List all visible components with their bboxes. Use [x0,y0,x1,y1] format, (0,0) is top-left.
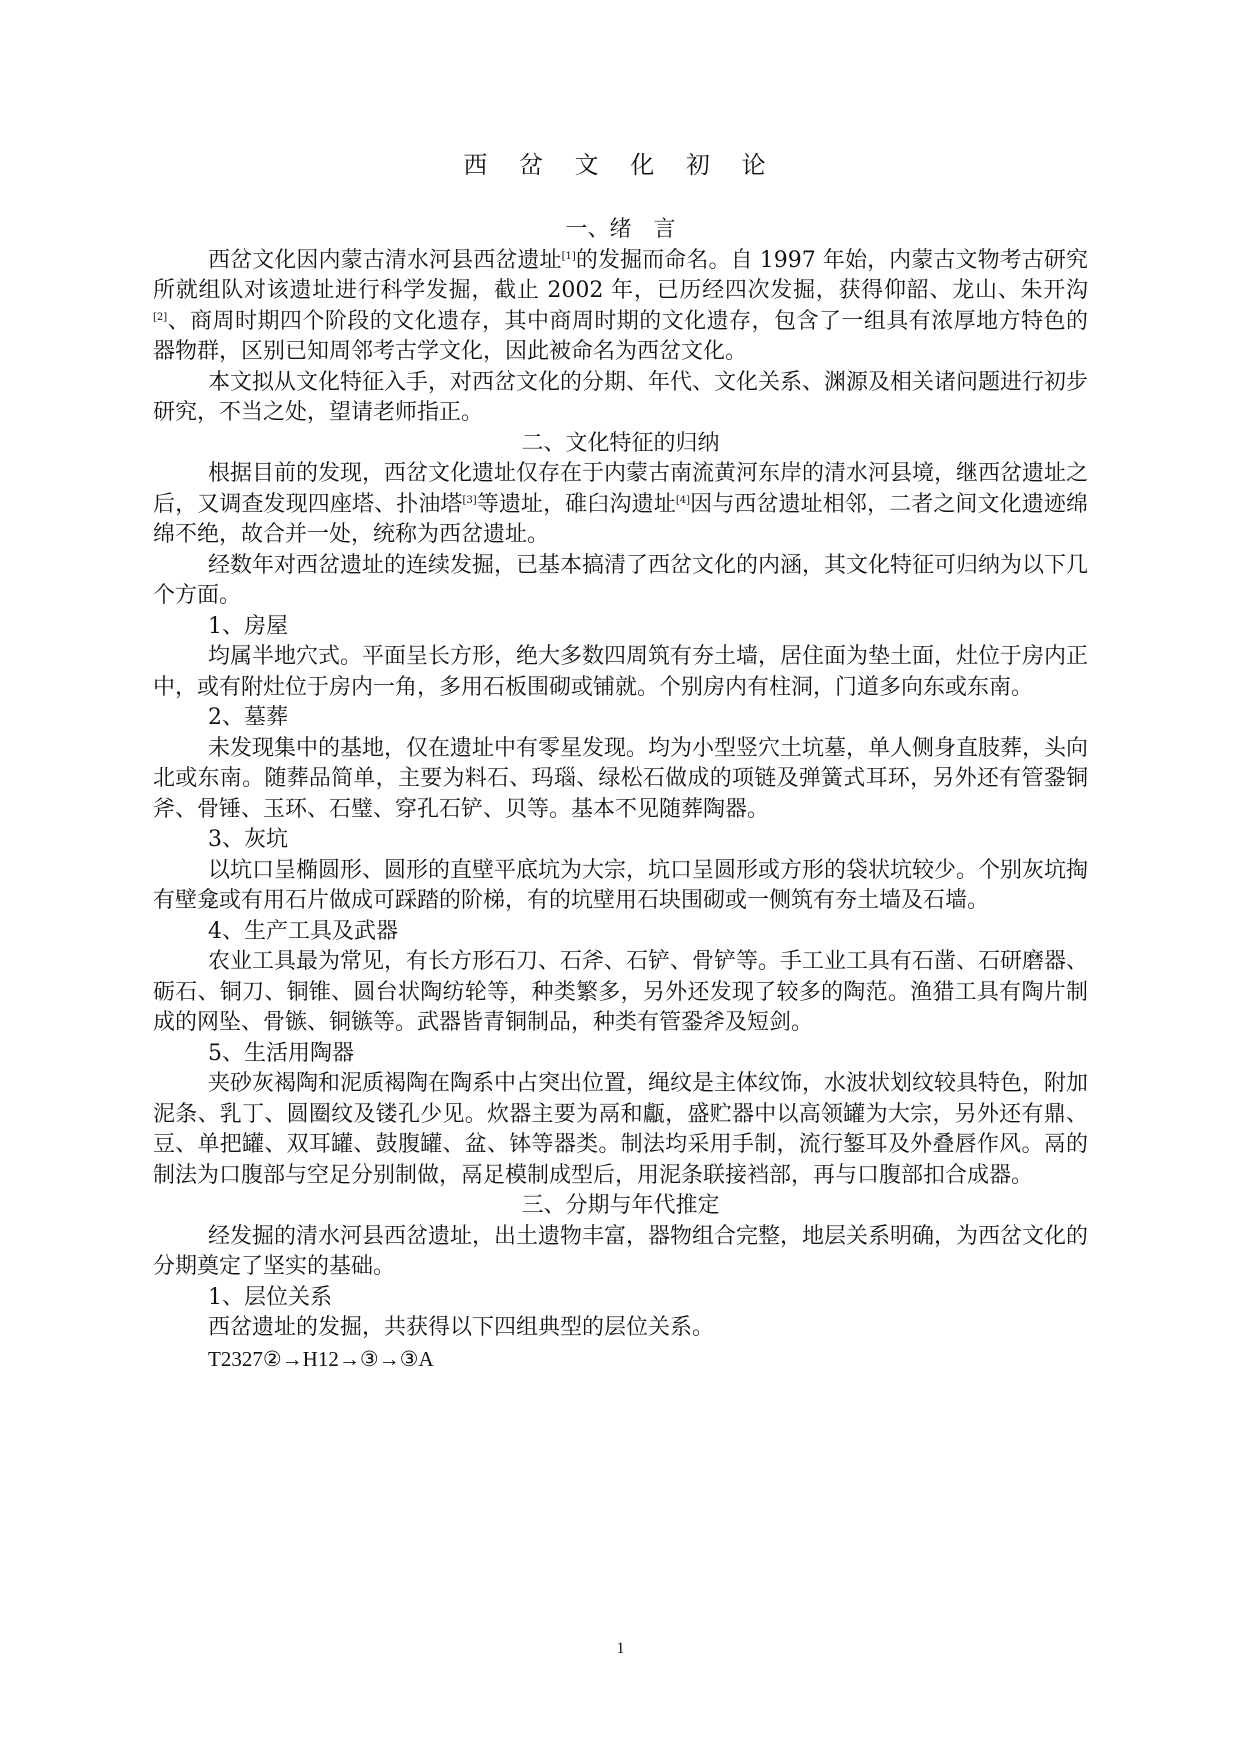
text-run: 西岔文化因内蒙古清水河县西岔遗址 [208,247,562,273]
features-paragraph-2: 经数年对西岔遗址的连续发掘，已基本搞清了西岔文化的内涵，其文化特征可归纳为以下几个方面。 [153,552,1089,608]
section-heading-dating: 三、分期与年代推定 [521,1193,720,1218]
intro-paragraph-1 [153,246,1088,368]
subheading-ash-pits: 3、灰坑 [208,827,288,852]
paragraph-stratigraphy: 西岔遗址的发掘，共获得以下四组典型的层位关系。 [208,1315,715,1340]
section-heading-intro: 一、绪 言 [565,217,676,242]
footnote-ref-3: [3] [462,494,477,506]
text-run: 因与西岔遗址相邻，二者之间文化遗迹绵绵不绝，故合并一处，统称为西岔遗址。 [153,491,1088,547]
dating-paragraph-1: 经发掘的清水河县西岔遗址，出土遗物丰富，器物组合完整，地层关系明确，为西岔文化的分期奠定了坚实的基础。 [153,1223,1089,1279]
section-heading-features: 二、文化特征的归纳 [521,430,720,456]
document-body [153,215,1088,1374]
subheading-tools: 4、生产工具及武器 [208,918,398,944]
subheading-pottery: 5、生活用陶器 [208,1040,354,1066]
subheading-houses: 1、房屋 [208,613,288,639]
footnote-ref-1: [1] [561,250,576,262]
paragraph-ash-pits: 以坑口呈椭圆形、圆形的直壁平底坑为大宗，坑口呈圆形或方形的袋状坑较少。个别灰坑掏有壁龛或有用石片做成可踩踏的阶梯，有的坑壁用石块围砌或一侧筑有夯土墙及石墙。 [153,857,1089,913]
text-run: 的发掘而命名。自 1997 年始，内蒙古文物考古研究所就组队对该遗址进行科学发掘，截止 2002 年，已历经四次发掘，获得仰韶、龙山、朱开沟 [153,247,1088,303]
stratigraphy-formula: T2327②→H12→③→③A [208,1346,434,1371]
text-run: 、商周时期四个阶段的文化遗存，其中商周时期的文化遗存，包含了一组具有浓厚地方特色的器物群，区别已知周邻考古学文化，因此被命名为西岔文化。 [153,308,1088,364]
subheading-stratigraphy: 1、层位关系 [208,1284,332,1310]
footnote-ref-4: [4] [675,494,690,506]
text-run: 等遗址，碓臼沟遗址 [476,491,676,517]
page-number: 1 [616,1640,625,1657]
text-run: 根据目前的发现，西岔文化遗址仅存在于内蒙古南流黄河东岸的清水河县境，继西岔遗址之后，又调查发现四座塔、扑油塔 [153,461,1089,517]
intro-paragraph-2: 本文拟从文化特征入手，对西岔文化的分期、年代、文化关系、渊源及相关诸问题进行初步研究，不当之处，望请老师指正。 [153,369,1089,425]
document-title: 西 岔 文 化 初 论 [463,151,778,179]
features-paragraph-1 [153,459,1088,551]
paragraph-pottery: 夹砂灰褐陶和泥质褐陶在陶系中占突出位置，绳纹是主体纹饰，水波状划纹较具特色，附加泥条、乳丁、圆圈纹及镂孔少见。炊器主要为鬲和甗，盛贮器中以高领罐为大宗，另外还有鼎、豆、单把罐、双耳罐、鼓腹罐、盆、钵等器类。制法均采用手制，流行錾耳及外叠唇作风。鬲的制法为口腹部与空足分别制做，鬲足模制成型后，用泥条联接裆部，再与口腹部扣合成器。 [153,1071,1089,1188]
subheading-burials: 2、墓葬 [208,705,288,730]
paragraph-burials: 未发现集中的基地，仅在遗址中有零星发现。均为小型竖穴土坑墓，单人侧身直肢葬，头向北或东南。随葬品简单，主要为料石、玛瑙、绿松石做成的项链及弹簧式耳环，另外还有管銎铜斧、骨锤、玉环、石璧、穿孔石铲、贝等。基本不见随葬陶器。 [153,735,1089,822]
paragraph-tools: 农业工具最为常见，有长方形石刀、石斧、石铲、骨铲等。手工业工具有石凿、石研磨器、砺石、铜刀、铜锥、圆台状陶纺轮等，种类繁多，另外还发现了较多的陶范。渔猎工具有陶片制成的网坠、骨镞、铜镞等。武器皆青铜制品，种类有管銎斧及短剑。 [153,949,1089,1035]
paragraph-houses: 均属半地穴式。平面呈长方形，绝大多数四周筑有夯土墙，居住面为垫土面，灶位于房内正中，或有附灶位于房内一角，多用石板围砌或铺就。个别房内有柱洞，门道多向东或东南。 [153,644,1089,700]
footnote-ref-2: [2] [153,311,168,323]
